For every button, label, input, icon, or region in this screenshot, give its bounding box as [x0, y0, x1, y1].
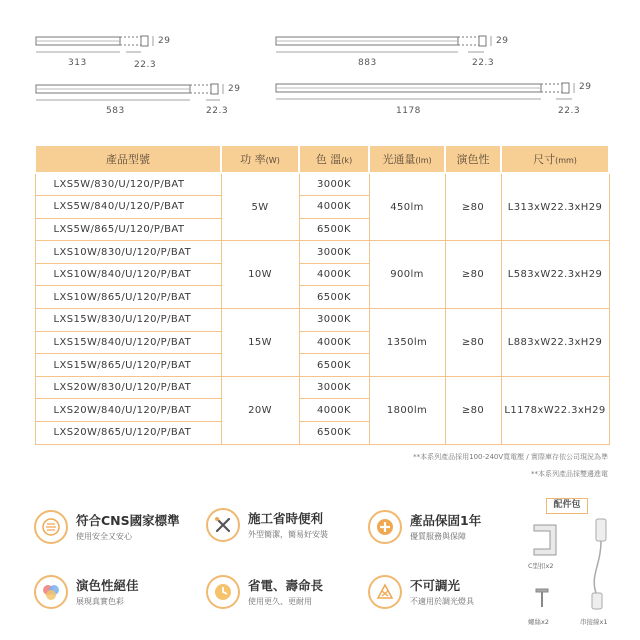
feature-title: 不可調光 [410, 578, 461, 593]
power-cell: 15W [221, 309, 299, 377]
spec-table [34, 144, 610, 445]
dim-end-1178: 22.3 [558, 106, 581, 116]
feature-no-dimming [368, 575, 538, 619]
header-lumen: 光通量(lm) [369, 145, 445, 173]
cri-cell: ≥80 [445, 309, 501, 377]
dim-end-313: 22.3 [134, 60, 157, 70]
dim-height-313: 29 [158, 36, 171, 46]
cri-cell: ≥80 [445, 241, 501, 309]
header-power: 功 率(W) [221, 145, 299, 173]
feature-installation [206, 508, 376, 552]
tools-icon [206, 508, 240, 542]
cns-certified-icon [34, 510, 68, 544]
cct-cell: 6500K [299, 218, 369, 241]
feature-title: 演色性絕佳 [76, 578, 139, 593]
voltage-note: **本系列產品採用100-240V寬電壓 / 實際庫存依公司現況為準 [413, 453, 608, 461]
cct-cell: 6500K [299, 286, 369, 309]
feature-desc: 優質服務與保障 [410, 532, 466, 541]
clock-icon [206, 575, 240, 609]
table-row [35, 376, 609, 399]
connector-label: 串接線x1 [580, 618, 608, 626]
cct-cell: 6500K [299, 354, 369, 377]
power-cell: 5W [221, 173, 299, 241]
table-row [35, 309, 609, 332]
feature-desc: 使用安全又安心 [76, 532, 132, 541]
wiring-note: **本系列產品採雙邊進電 [531, 470, 608, 478]
dim-end-583: 22.3 [206, 106, 229, 116]
accessory-illustrations [520, 515, 620, 625]
feature-title: 產品保固1年 [410, 513, 482, 528]
size-cell: L883xW22.3xH29 [501, 309, 609, 377]
model-cell: LXS15W/840/U/120/P/BAT [35, 331, 221, 354]
size-cell: L313xW22.3xH29 [501, 173, 609, 241]
feature-color-rendering [34, 575, 204, 619]
cct-cell: 4000K [299, 196, 369, 219]
feature-desc: 使用更久、更耐用 [248, 597, 312, 606]
header-cri: 演色性 [445, 145, 501, 173]
header-model: 產品型號 [35, 145, 221, 173]
dimension-drawings [0, 0, 640, 130]
feature-desc: 不適用於調光燈具 [410, 597, 474, 606]
size-cell: L1178xW22.3xH29 [501, 376, 609, 444]
clip-label: C型扣x2 [528, 562, 554, 570]
dim-height-1178: 29 [579, 82, 592, 92]
dim-height-583: 29 [228, 84, 241, 94]
model-cell: LXS15W/830/U/120/P/BAT [35, 309, 221, 332]
model-cell: LXS5W/830/U/120/P/BAT [35, 173, 221, 196]
feature-desc: 外型簡潔，簡易好安裝 [248, 530, 328, 539]
screw-label: 螺絲x2 [528, 618, 549, 626]
lamp-outline-drawings [0, 0, 640, 130]
cct-cell: 3000K [299, 173, 369, 196]
header-size: 尺寸(mm) [501, 145, 609, 173]
model-cell: LXS20W/840/U/120/P/BAT [35, 399, 221, 422]
table-row [35, 173, 609, 196]
cct-cell: 6500K [299, 422, 369, 445]
table-row [35, 241, 609, 264]
model-cell: LXS10W/840/U/120/P/BAT [35, 263, 221, 286]
feature-energy-saving [206, 575, 376, 619]
model-cell: LXS5W/840/U/120/P/BAT [35, 196, 221, 219]
dim-height-883: 29 [496, 36, 509, 46]
color-rendering-icon [34, 575, 68, 609]
model-cell: LXS10W/865/U/120/P/BAT [35, 286, 221, 309]
dim-length-1178: 1178 [396, 106, 421, 116]
model-cell: LXS10W/830/U/120/P/BAT [35, 241, 221, 264]
accessory-pack-label: 配件包 [546, 498, 588, 514]
power-cell: 20W [221, 376, 299, 444]
feature-warranty [368, 510, 538, 554]
dim-length-883: 883 [358, 58, 377, 68]
no-dimming-icon [368, 575, 402, 609]
lumen-cell: 1800lm [369, 376, 445, 444]
table-header-row [35, 145, 609, 173]
lumen-cell: 450lm [369, 173, 445, 241]
model-cell: LXS15W/865/U/120/P/BAT [35, 354, 221, 377]
cri-cell: ≥80 [445, 376, 501, 444]
size-cell: L583xW22.3xH29 [501, 241, 609, 309]
dim-length-583: 583 [106, 106, 125, 116]
cct-cell: 3000K [299, 376, 369, 399]
warranty-plus-icon [368, 510, 402, 544]
c-clip-icon [534, 525, 556, 555]
cct-cell: 3000K [299, 241, 369, 264]
lumen-cell: 1350lm [369, 309, 445, 377]
model-cell: LXS20W/865/U/120/P/BAT [35, 422, 221, 445]
feature-title: 施工省時便利 [248, 511, 324, 526]
model-cell: LXS20W/830/U/120/P/BAT [35, 376, 221, 399]
model-cell: LXS5W/865/U/120/P/BAT [35, 218, 221, 241]
cct-cell: 4000K [299, 331, 369, 354]
feature-cns [34, 510, 204, 554]
feature-title: 符合CNS國家標準 [76, 513, 180, 528]
dim-length-313: 313 [68, 58, 87, 68]
cct-cell: 4000K [299, 399, 369, 422]
cri-cell: ≥80 [445, 173, 501, 241]
dim-end-883: 22.3 [472, 58, 495, 68]
lumen-cell: 900lm [369, 241, 445, 309]
connector-cable-icon [592, 519, 606, 609]
screw-icon [536, 589, 548, 607]
header-cct: 色 溫(k) [299, 145, 369, 173]
feature-title: 省電、壽命長 [248, 578, 324, 593]
power-cell: 10W [221, 241, 299, 309]
cct-cell: 3000K [299, 309, 369, 332]
feature-desc: 展現真實色彩 [76, 597, 124, 606]
cct-cell: 4000K [299, 263, 369, 286]
spec-table-body [35, 173, 609, 444]
